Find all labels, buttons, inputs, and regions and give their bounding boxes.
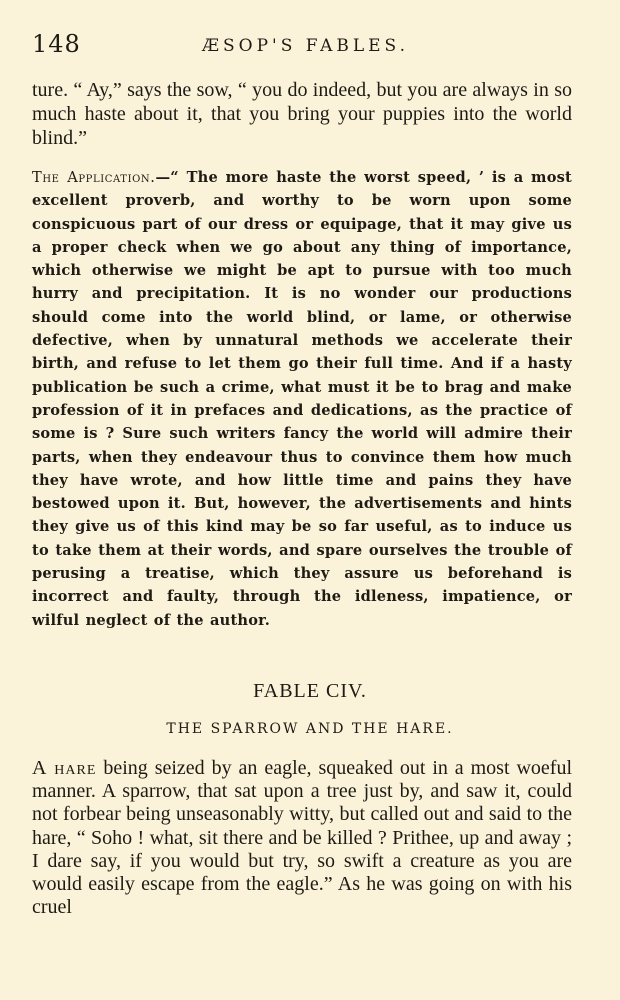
application-label: The Application.	[32, 169, 156, 186]
running-title: ÆSOP'S FABLES.	[202, 36, 409, 56]
fable-body	[32, 757, 572, 919]
fable-title: THE SPARROW AND THE HARE.	[166, 721, 454, 737]
application-paragraph	[32, 166, 572, 632]
fable-opening: A hare	[32, 757, 97, 779]
running-head	[32, 30, 592, 60]
application-text: —“ The more haste the worst speed, ’ is a most excellent proverb, and worthy to be worn upon some conspicuous part of our dress or equipage, that it may give us a proper check when we go about any thing of importance, which otherwise we might be apt to pursue with too much hurry and precipitation. It is no wonder our productions should come into the world blind, or lame, or otherwise defective, when by unnatural methods we accelerate their birth, and refuse to let them go their full time. And if a hasty publication be such a crime, what must it be to brag and make profession of it in prefaces and dedications, as the practice of some is ? Sure such writers fancy the world will admire their parts, when they endeavour thus to convince them how much they have wrote, and how little time and pains they have bestowed upon it. But, however, the advertisements and hints they give us of this kind may be so far useful, as to induce us to take them at their words, and spare ourselves the trouble of perusing a treatise, which they assure us beforehand is incorrect and faulty, through the idleness, impatience, or wilful neglect of the author.	[32, 169, 572, 629]
intro-paragraph	[32, 78, 572, 150]
fable-text: being seized by an eagle, squeaked out in a most woeful manner. A sparrow, that sat upon a tree just by, and saw it, could not forbear being unseasonably witty, but called out and said to the hare, “ Soho ! what, sit there and be killed ? Prithee, up and away ; I dare say, if you would but try, so swift a creature as you are would easily escape from the eagle.” As he was going on with his cruel	[32, 757, 572, 919]
application-body	[32, 166, 572, 632]
fable-number: FABLE CIV.	[253, 680, 367, 702]
intro-text: ture. “ Ay,” says the sow, “ you do indeed, but you are always in so much haste about it, that you bring your puppies into the world blind.”	[32, 79, 572, 149]
fable-paragraph	[32, 757, 572, 919]
page-number: 148	[32, 30, 81, 58]
